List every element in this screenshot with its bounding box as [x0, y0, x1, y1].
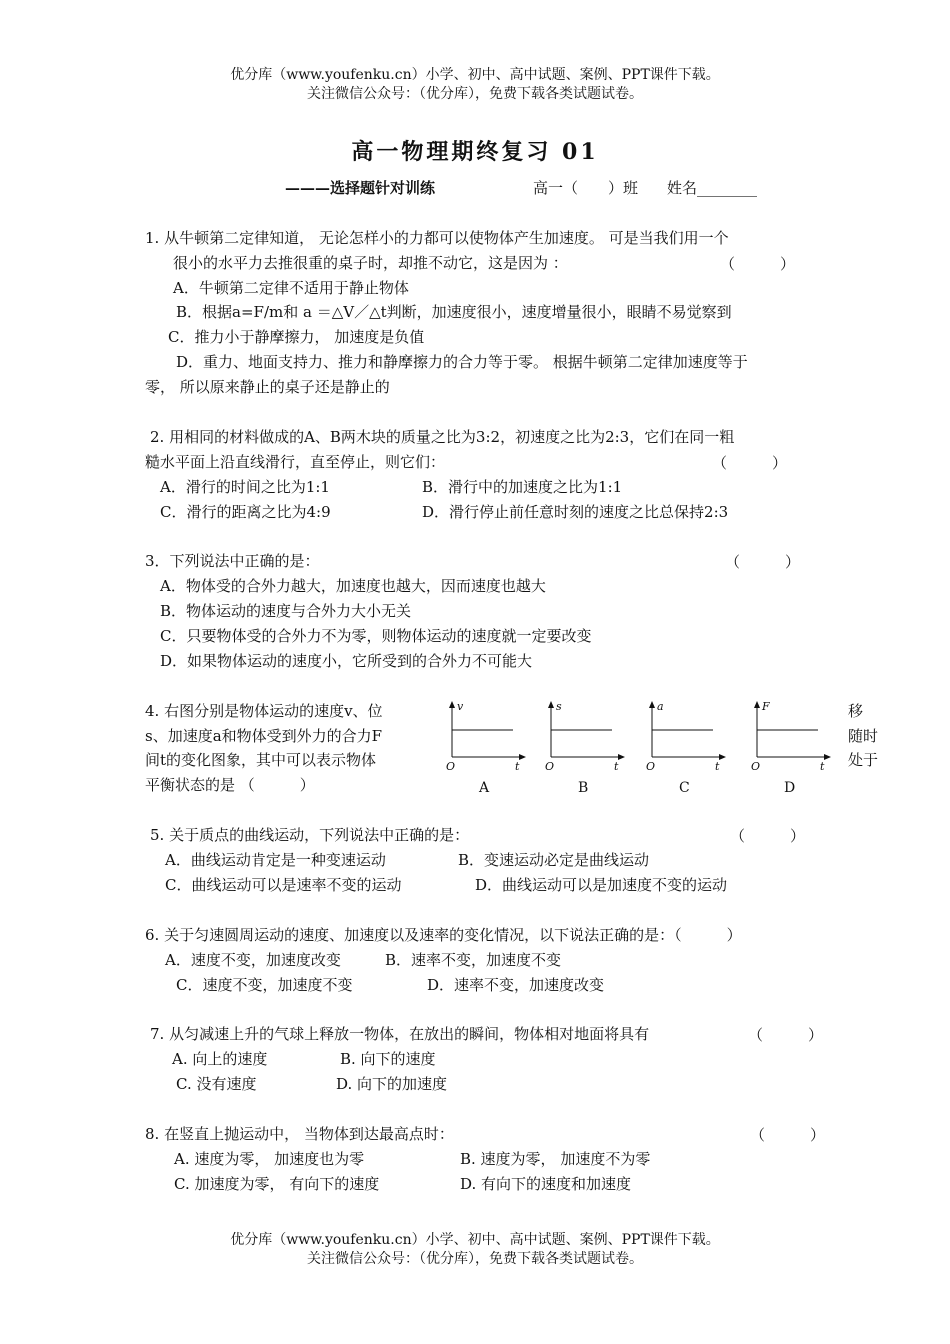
q8-stem: 8. 在竖直上抛运动中， 当物体到达最高点时：: [145, 1125, 454, 1143]
graph-origin-label: O: [646, 760, 656, 773]
q8-option-a: A. 速度为零， 加速度也为零: [174, 1150, 365, 1168]
footer-line-2: 关注微信公众号：（优分库），免费下载各类试题试卷。: [307, 1251, 643, 1267]
graph-x-label: t: [614, 760, 619, 773]
graph-y-label: F: [762, 700, 770, 713]
q3-stem: 3．下列说法中正确的是：: [145, 552, 320, 570]
q2-stem-2: 糙水平面上沿直线滑行，直至停止，则它们：: [145, 453, 446, 471]
q1-option-a: A．牛顿第二定律不适用于静止物体: [173, 279, 409, 297]
name-field: 姓名________: [667, 179, 758, 197]
graph-origin-label: O: [751, 760, 761, 773]
graph-d: [750, 700, 835, 796]
q5-option-b: B．变速运动必定是曲线运动: [458, 851, 650, 869]
q2-option-a: A．滑行的时间之比为1:1: [160, 478, 330, 496]
q4-line-1: 4. 右图分别是物体运动的速度v、位: [145, 702, 383, 720]
q6-stem: 6. 关于匀速圆周运动的速度、加速度以及速率的变化情况，以下说法正确的是：（ ）: [145, 926, 742, 944]
q1-stem-1: 1. 从牛顿第二定律知道， 无论怎样小的力都可以使物体产生加速度。 可是当我们用一个: [145, 229, 729, 247]
q8-option-b: B. 速度为零， 加速度不为零: [460, 1150, 651, 1168]
graph-caption: B: [578, 780, 589, 796]
q7-stem: 7. 从匀减速上升的气球上释放一物体，在放出的瞬间，物体相对地面将具有: [150, 1025, 650, 1043]
q7-option-a: A. 向上的速度: [172, 1050, 268, 1068]
x-axis-arrow: [519, 754, 526, 760]
q3-answer-paren: （ ）: [725, 553, 801, 571]
x-axis-arrow: [824, 754, 831, 760]
graph-b: [544, 700, 629, 796]
graph-y-label: a: [657, 700, 664, 713]
graph-x-label: t: [820, 760, 825, 773]
graph-x-label: t: [715, 760, 720, 773]
q5-answer-paren: （ ）: [730, 827, 806, 845]
q1-stem-2: 很小的水平力去推很重的桌子时，却推不动它，这是因为 ：: [173, 254, 568, 272]
q1-option-d-2: 零， 所以原来静止的桌子还是静止的: [145, 378, 390, 396]
q7-option-d: D. 向下的加速度: [336, 1075, 448, 1093]
graph-x-label: t: [515, 760, 520, 773]
graph-origin-label: O: [545, 760, 555, 773]
q6-option-a: A．速度不变，加速度改变: [165, 951, 341, 969]
q4-line-3: 间t的变化图象，其中可以表示物体: [145, 751, 377, 769]
q7-option-b: B. 向下的速度: [340, 1050, 436, 1068]
q4-line-2: s、加速度a和物体受到外力的合力F: [145, 727, 383, 745]
graph-caption: A: [479, 780, 490, 796]
q6-option-b: B．速率不变，加速度不变: [385, 951, 562, 969]
q4-right-2: 随时: [848, 727, 879, 745]
q5-option-c: C．曲线运动可以是速率不变的运动: [165, 876, 402, 894]
q4-right-3: 处于: [848, 751, 879, 769]
q2-option-d: D．滑行停止前任意时刻的速度之比总保持2:3: [422, 503, 729, 521]
x-axis-arrow: [618, 754, 625, 760]
graph-caption: C: [679, 780, 690, 796]
class-field: 高一（ ）班: [533, 179, 639, 197]
q3-option-c: C．只要物体受的合外力不为零，则物体运动的速度就一定要改变: [160, 627, 592, 645]
graph-a: [445, 700, 530, 796]
q3-option-d: D．如果物体运动的速度小，它所受到的合外力不可能大: [160, 652, 533, 670]
q2-stem-1: 2. 用相同的材料做成的A、B两木块的质量之比为3:2，初速度之比为2:3，它们在同一粗: [150, 428, 735, 446]
q1-answer-paren: （ ）: [720, 255, 796, 273]
q2-answer-paren: （ ）: [712, 454, 788, 472]
q4-right-1: 移: [848, 702, 864, 720]
q7-answer-paren: （ ）: [748, 1026, 824, 1044]
q3-option-b: B．物体运动的速度与合外力大小无关: [160, 602, 412, 620]
graph-c: [645, 700, 730, 796]
graph-caption: D: [784, 780, 796, 796]
q5-option-d: D．曲线运动可以是加速度不变的运动: [475, 876, 728, 894]
graph-origin-label: O: [446, 760, 456, 773]
footer-line-1: 优分库（www.youfenku.cn）小学、初中、高中试题、案例、PPT课件下载。: [230, 1232, 720, 1248]
header-line-1: 优分库（www.youfenku.cn）小学、初中、高中试题、案例、PPT课件下载。: [230, 67, 720, 83]
subtitle-left: ———选择题针对训练: [285, 179, 436, 197]
x-axis-arrow: [719, 754, 726, 760]
q2-option-b: B．滑行中的加速度之比为1:1: [422, 478, 623, 496]
page-title: 高一物理期终复习 01: [351, 139, 599, 165]
y-axis-arrow: [754, 701, 760, 708]
q1-option-d-1: D．重力、地面支持力、推力和静摩擦力的合力等于零。 根据牛顿第二定律加速度等于: [176, 353, 748, 371]
q5-stem: 5. 关于质点的曲线运动，下列说法中正确的是：: [150, 826, 470, 844]
graph-y-label: v: [457, 700, 464, 713]
header-line-2: 关注微信公众号：（优分库），免费下载各类试题试卷。: [307, 86, 643, 102]
q8-answer-paren: （ ）: [750, 1126, 826, 1144]
q6-option-c: C．速度不变，加速度不变: [176, 976, 353, 994]
y-axis-arrow: [649, 701, 655, 708]
q8-option-d: D. 有向下的速度和加速度: [460, 1175, 632, 1193]
q7-option-c: C. 没有速度: [176, 1075, 257, 1093]
q2-option-c: C．滑行的距离之比为4:9: [160, 503, 331, 521]
y-axis-arrow: [449, 701, 455, 708]
q3-option-a: A．物体受的合外力越大，加速度也越大，因而速度也越大: [160, 577, 546, 595]
q4-line-4: 平衡状态的是 （ ）: [145, 776, 315, 794]
q5-option-a: A．曲线运动肯定是一种变速运动: [165, 851, 386, 869]
q1-option-c: C．推力小于静摩擦力， 加速度是负值: [168, 328, 425, 346]
q6-option-d: D．速率不变，加速度改变: [427, 976, 605, 994]
graph-y-label: s: [556, 700, 562, 713]
q1-option-b: B．根据a=F/m和 a ＝△V／△t判断，加速度很小，速度增量很小，眼睛不易觉察到: [176, 303, 732, 321]
y-axis-arrow: [548, 701, 554, 708]
q8-option-c: C. 加速度为零， 有向下的速度: [174, 1175, 380, 1193]
